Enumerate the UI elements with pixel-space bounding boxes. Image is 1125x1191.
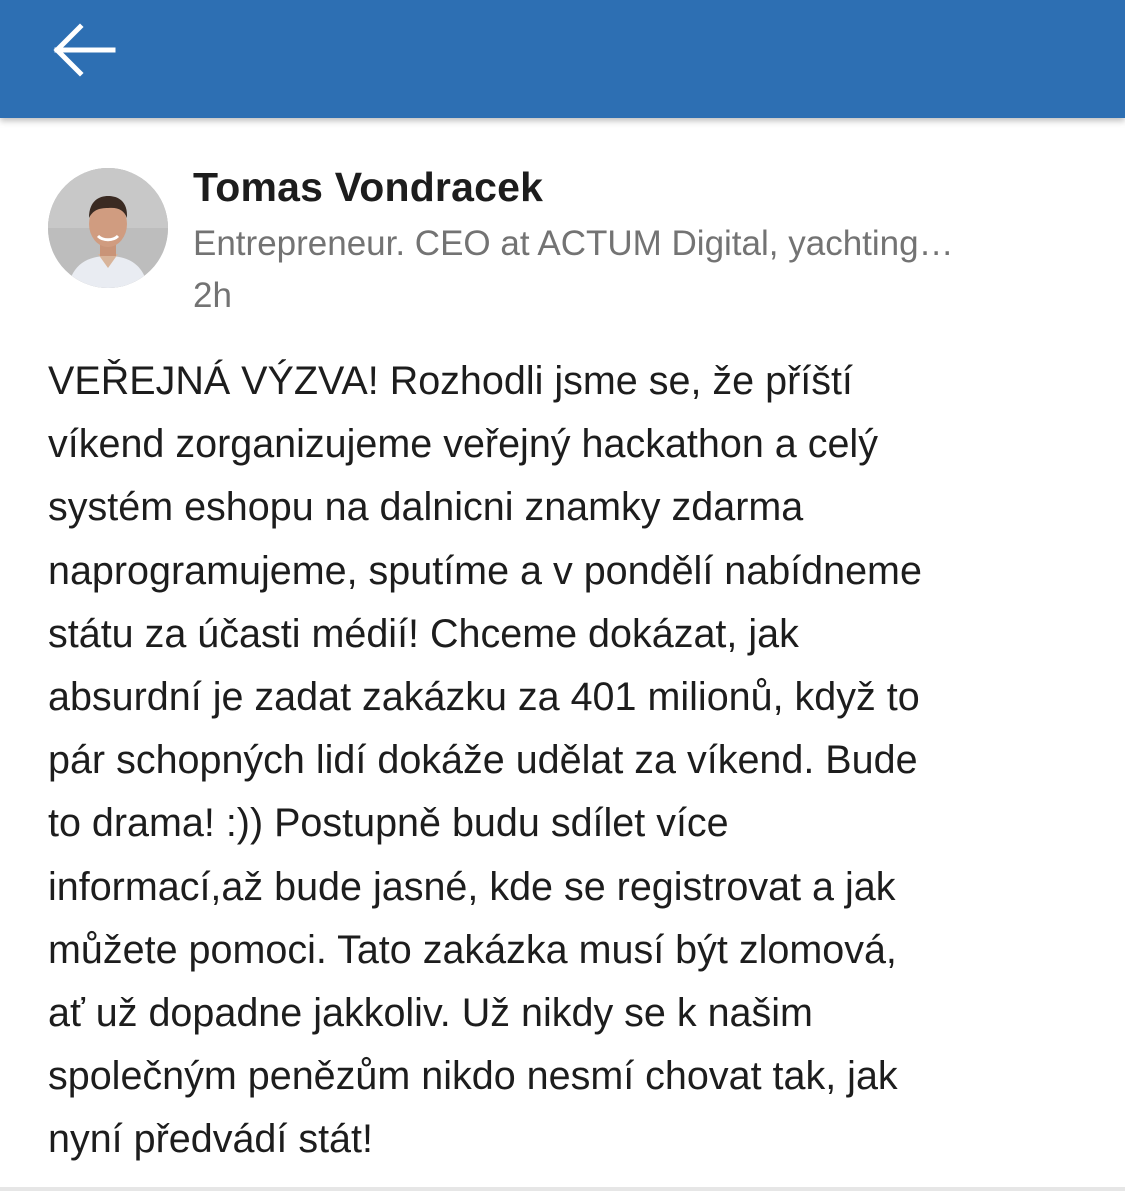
arrow-left-icon <box>53 23 117 77</box>
profile-photo-icon <box>48 168 168 288</box>
author-name[interactable]: Tomas Vondracek <box>193 164 544 210</box>
post-timestamp: 2h <box>193 276 232 315</box>
author-headline: Entrepreneur. CEO at ACTUM Digital, yachting… <box>193 224 954 263</box>
top-app-bar <box>0 0 1125 118</box>
post-text: VEŘEJNÁ VÝZVA! Rozhodli jsme se, že příští víkend zorganizujeme veřejný hackathon a celý systém eshopu na dalnicni znamky zdarma naprogramujeme, sputíme a v pondělí nabídneme státu za účasti médií! Chceme dokázat, jak absurdní je zadat zakázku za 401 milionů, když to pár schopných lidí dokáže udělat za víkend. Bude to drama! :)) Postupně budu sdílet více informací,až bude jasné, kde se registrovat a jak můžete pomoci. Tato zakázka musí být zlomová, ať už dopadne jakkoliv. Už nikdy se k našim společným penězům nikdo nesmí chovat tak, jak nyní předvádí stát! <box>48 359 922 1162</box>
avatar[interactable] <box>48 168 168 288</box>
post-card <box>0 118 1125 1191</box>
divider <box>0 1187 1125 1191</box>
back-button[interactable] <box>40 10 130 90</box>
